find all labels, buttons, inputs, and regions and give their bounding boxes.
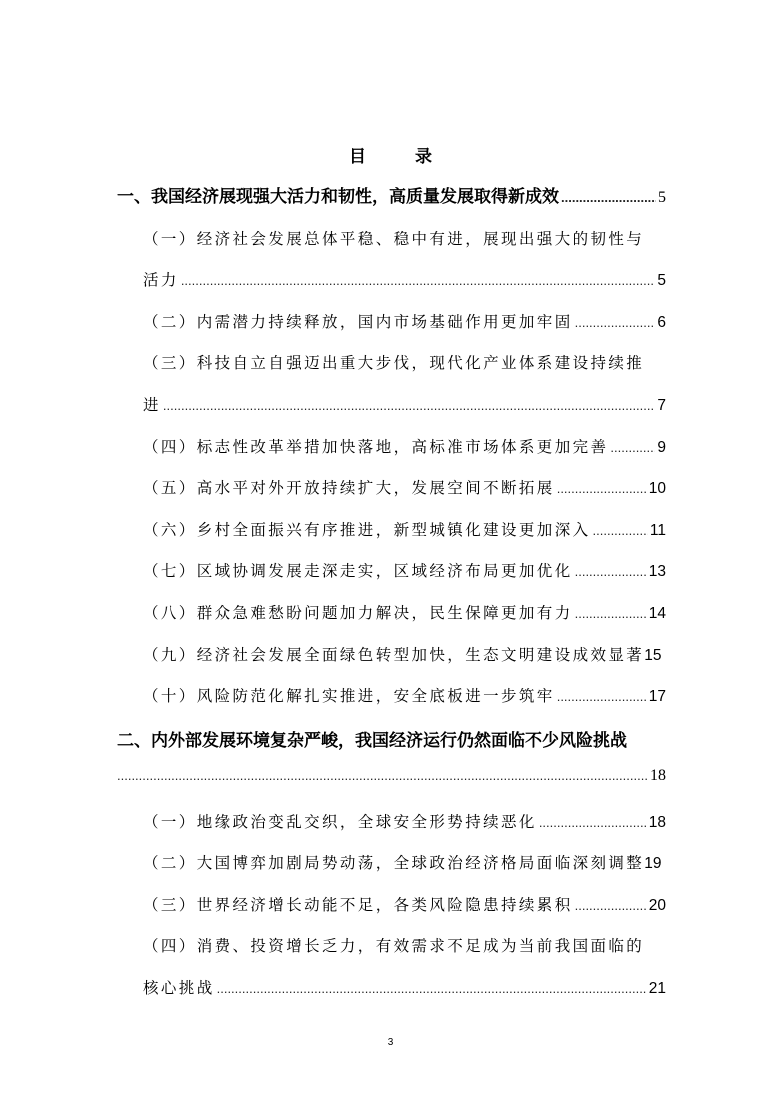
toc-leader-dots bbox=[575, 606, 647, 621]
toc-entry-1-3[interactable] bbox=[143, 351, 666, 377]
toc-entry-label: （十）风险防范化解扎实推进，安全底板进一步筑牢 bbox=[143, 687, 555, 705]
toc-entry-section-1[interactable] bbox=[117, 182, 666, 208]
toc-leader-dots bbox=[217, 981, 647, 996]
toc-entry-label: 二、内外部发展环境复杂严峻，我国经济运行仍然面临不少风险挑战 bbox=[117, 731, 627, 751]
toc-page-number: 18 bbox=[648, 814, 666, 831]
toc-entry-1-4[interactable] bbox=[143, 435, 666, 461]
toc-page-number: 9 bbox=[657, 439, 666, 456]
toc-entry-section-2[interactable] bbox=[117, 726, 666, 752]
toc-entry-1-6[interactable] bbox=[143, 518, 666, 544]
toc-page-number: 19 bbox=[644, 855, 662, 872]
toc-entry-1-10[interactable] bbox=[143, 684, 666, 710]
toc-page-number: 11 bbox=[649, 522, 666, 539]
toc-page-number: 21 bbox=[648, 980, 666, 997]
toc-title: 目 录 bbox=[349, 147, 448, 167]
toc-entry-2-1[interactable] bbox=[143, 810, 666, 836]
toc-entry-label: （三）科技自立自强迈出重大步伐，现代化产业体系建设持续推 bbox=[143, 354, 645, 372]
toc-entry-1-2[interactable] bbox=[143, 310, 666, 336]
toc-entry-label: （六）乡村全面振兴有序推进，新型城镇化建设更加深入 bbox=[143, 521, 591, 539]
toc-entry-section-2-continuation[interactable] bbox=[117, 767, 666, 793]
toc-entry-label: （二）大国博弈加剧局势动荡，全球政治经济格局面临深刻调整 bbox=[143, 854, 645, 872]
toc-entry-2-2[interactable] bbox=[143, 851, 666, 877]
toc-entry-1-1-continuation[interactable] bbox=[143, 268, 666, 294]
page-footer-number: 3 bbox=[387, 1037, 394, 1048]
toc-entry-label: （四）标志性改革举措加快落地，高标准市场体系更加完善 bbox=[143, 438, 609, 456]
toc-entry-label: （一）地缘政治变乱交织，全球安全形势持续恶化 bbox=[143, 813, 537, 831]
toc-page-number: 6 bbox=[657, 314, 666, 331]
toc-entry-1-3-continuation[interactable] bbox=[143, 393, 666, 419]
toc-entry-1-8[interactable] bbox=[143, 601, 666, 627]
toc-entry-label: 一、我国经济展现强大活力和韧性，高质量发展取得新成效 bbox=[117, 187, 559, 207]
toc-entry-label-continuation: 活力 bbox=[143, 271, 179, 289]
toc-entry-label: （一）经济社会发展总体平稳、稳中有进，展现出强大的韧性与 bbox=[143, 230, 645, 248]
toc-leader-dots bbox=[181, 273, 656, 288]
toc-entry-label: （八）群众急难愁盼问题加力解决，民生保障更加有力 bbox=[143, 604, 573, 622]
toc-page-number: 7 bbox=[657, 397, 666, 414]
toc-entry-label: （三）世界经济增长动能不足，各类风险隐患持续累积 bbox=[143, 896, 573, 914]
toc-entry-2-4-continuation[interactable] bbox=[143, 976, 666, 1002]
toc-leader-dots bbox=[539, 815, 647, 830]
toc-leader-dots bbox=[575, 564, 647, 579]
toc-leader-dots bbox=[557, 689, 647, 704]
toc-leader-dots bbox=[117, 768, 648, 783]
toc-page-number: 15 bbox=[644, 647, 662, 664]
toc-entry-label: （四）消费、投资增长乏力，有效需求不足成为当前我国面临的 bbox=[143, 937, 645, 955]
toc-entry-1-7[interactable] bbox=[143, 559, 666, 585]
toc-leader-dots bbox=[575, 315, 656, 330]
toc-page-number: 5 bbox=[658, 189, 666, 206]
toc-page-number: 20 bbox=[648, 897, 666, 914]
toc-leader-dots bbox=[561, 190, 656, 205]
toc-entry-1-1[interactable] bbox=[143, 227, 666, 253]
toc-entry-1-9[interactable] bbox=[143, 643, 666, 669]
toc-page-number: 10 bbox=[648, 480, 666, 497]
toc-leader-dots bbox=[593, 523, 648, 538]
toc-entry-1-5[interactable] bbox=[143, 476, 666, 502]
toc-leader-dots bbox=[163, 398, 655, 413]
toc-entry-2-4[interactable] bbox=[143, 934, 666, 960]
toc-entry-label: （五）高水平对外开放持续扩大，发展空间不断拓展 bbox=[143, 479, 555, 497]
toc-entry-label: （二）内需潜力持续释放，国内市场基础作用更加牢固 bbox=[143, 313, 573, 331]
toc-page-number: 17 bbox=[648, 688, 666, 705]
toc-entry-label: （七）区域协调发展走深走实，区域经济布局更加优化 bbox=[143, 562, 573, 580]
toc-page-number: 18 bbox=[650, 767, 666, 784]
toc-page-number: 5 bbox=[657, 272, 666, 289]
toc-leader-dots bbox=[557, 481, 647, 496]
toc-entry-label-continuation: 进 bbox=[143, 396, 161, 414]
toc-leader-dots bbox=[575, 898, 647, 913]
toc-page-number: 13 bbox=[648, 563, 666, 580]
toc-leader-dots bbox=[610, 440, 655, 455]
toc-page-number: 14 bbox=[648, 605, 666, 622]
toc-entry-label-continuation: 核心挑战 bbox=[143, 979, 215, 997]
toc-entry-label: （九）经济社会发展全面绿色转型加快，生态文明建设成效显著 bbox=[143, 646, 645, 664]
toc-entry-2-3[interactable] bbox=[143, 893, 666, 919]
